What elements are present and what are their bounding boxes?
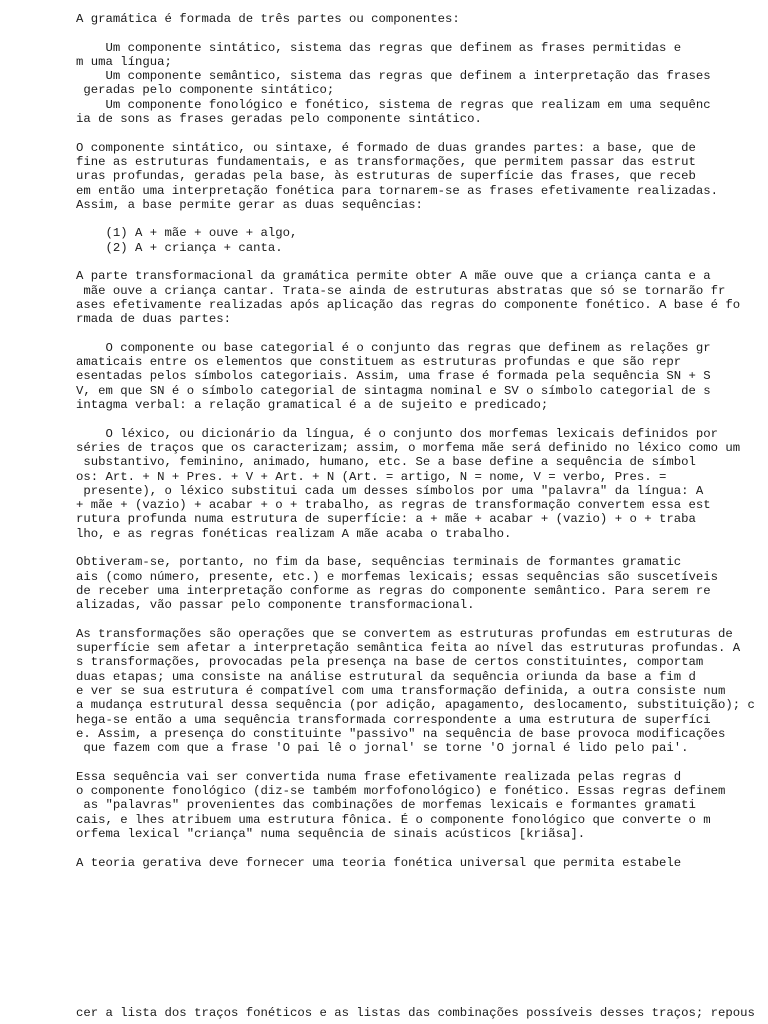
text-line: O componente ou base categorial é o conjunto das regras que definem as relações gr bbox=[76, 340, 711, 355]
text-line: alizadas, vão passar pelo componente transformacional. bbox=[76, 598, 475, 613]
text-line: geradas pelo componente sintático; bbox=[76, 83, 335, 98]
text-line: que fazem com que a frase 'O pai lê o jornal' se torne 'O jornal é lido pelo pai'. bbox=[76, 741, 689, 756]
text-line: o componente fonológico (diz-se também morfofonológico) e fonético. Essas regras definem bbox=[76, 784, 726, 799]
text-line: e ver se sua estrutura é compatível com uma transformação definida, a outra consiste num bbox=[76, 683, 726, 698]
text-line: substantivo, feminino, animado, humano, etc. Se a base define a sequência de símbol bbox=[76, 455, 696, 470]
blank-line bbox=[76, 327, 766, 341]
text-line: superfície sem afetar a interpretação semântica feita ao nível das estruturas profundas. A bbox=[76, 641, 741, 656]
text-line: s transformações, provocadas pela presença na base de certos constituintes, comportam bbox=[76, 655, 704, 670]
text-line: amaticais entre os elementos que constituem as estruturas profundas e que são repr bbox=[76, 355, 682, 370]
text-line: orfema lexical "criança" numa sequência de sinais acústicos [kriãsa]. bbox=[76, 826, 586, 841]
text-line: Obtiveram-se, portanto, no fim da base, sequências terminais de formantes gramatic bbox=[76, 555, 682, 570]
text-line: ais (como número, presente, etc.) e morfemas lexicais; essas sequências são suscetíveis bbox=[76, 569, 719, 584]
text-line: rutura profunda numa estrutura de superfície: a + mãe + acabar + (vazio) + o + traba bbox=[76, 512, 696, 527]
text-line: as "palavras" provenientes das combinações de morfemas lexicais e formantes gramati bbox=[76, 798, 696, 813]
text-line: Essa sequência vai ser convertida numa frase efetivamente realizada pelas regras d bbox=[76, 769, 682, 784]
text-line: os: Art. + N + Pres. + V + Art. + N (Art. = artigo, N = nome, V = verbo, Pres. = bbox=[76, 469, 667, 484]
text-line: (2) A + criança + canta. bbox=[76, 240, 283, 255]
text-line: V, em que SN é o símbolo categorial de sintagma nominal e SV o símbolo categorial de s bbox=[76, 383, 711, 398]
blank-line bbox=[76, 126, 766, 140]
text-line: ases efetivamente realizadas após aplicação das regras do componente fonético. A base é fo bbox=[76, 297, 741, 312]
document-body bbox=[76, 12, 766, 870]
blank-line bbox=[76, 412, 766, 426]
blank-line bbox=[76, 26, 766, 40]
text-line: + mãe + (vazio) + acabar + o + trabalho, as regras de transformação convertem essa est bbox=[76, 498, 711, 513]
text-line: mãe ouve a criança cantar. Trata-se ainda de estruturas abstratas que só se tornarão fr bbox=[76, 283, 726, 298]
text-line: O componente sintático, ou sintaxe, é formado de duas grandes partes: a base, que de bbox=[76, 140, 696, 155]
blank-line bbox=[76, 255, 766, 269]
text-line: intagma verbal: a relação gramatical é a de sujeito e predicado; bbox=[76, 398, 549, 413]
text-line: A teoria gerativa deve fornecer uma teoria fonética universal que permita estabele bbox=[76, 855, 682, 870]
text-line: fine as estruturas fundamentais, e as transformações, que permitem passar das estrut bbox=[76, 154, 696, 169]
text-line: esentadas pelos símbolos categoriais. Assim, uma frase é formada pela sequência SN + S bbox=[76, 369, 711, 384]
blank-line bbox=[76, 541, 766, 555]
text-line: em então uma interpretação fonética para tornarem-se as frases efetivamente realizadas. bbox=[76, 183, 719, 198]
text-line: rmada de duas partes: bbox=[76, 312, 231, 327]
page-tail-line: cer a lista dos traços fonéticos e as listas das combinações possíveis desses traços; repous bbox=[76, 1006, 755, 1020]
text-line: hega-se então a uma sequência transformada correspondente a uma estrutura de superfíci bbox=[76, 712, 711, 727]
text-line: uras profundas, geradas pela base, às estruturas de superfície das frases, que receb bbox=[76, 169, 696, 184]
text-line: lho, e as regras fonéticas realizam A mãe acaba o trabalho. bbox=[76, 526, 512, 541]
blank-line bbox=[76, 212, 766, 226]
text-line: duas etapas; uma consiste na análise estrutural da sequência oriunda da base a fim d bbox=[76, 669, 696, 684]
text-line: ia de sons as frases geradas pelo componente sintático. bbox=[76, 112, 482, 127]
text-line: O léxico, ou dicionário da língua, é o conjunto dos morfemas lexicais definidos por bbox=[76, 426, 719, 441]
text-line: e. Assim, a presença do constituinte "passivo" na sequência de base provoca modificações bbox=[76, 726, 726, 741]
text-line: presente), o léxico substitui cada um desses símbolos por uma "palavra" da língua: A bbox=[76, 483, 704, 498]
blank-line bbox=[76, 841, 766, 855]
text-line: a mudança estrutural dessa sequência (por adição, apagamento, deslocamento, substituição); c bbox=[76, 698, 755, 713]
blank-line bbox=[76, 612, 766, 626]
text-line: Um componente sintático, sistema das regras que definem as frases permitidas e bbox=[76, 40, 682, 55]
text-line: Um componente semântico, sistema das regras que definem a interpretação das frases bbox=[76, 69, 711, 84]
text-line: As transformações são operações que se convertem as estruturas profundas em estruturas de bbox=[76, 626, 733, 641]
blank-line bbox=[76, 755, 766, 769]
text-line: Assim, a base permite gerar as duas sequências: bbox=[76, 197, 423, 212]
text-line: séries de traços que os caracterizam; assim, o morfema mãe será definido no léxico como um bbox=[76, 440, 741, 455]
text-line: A parte transformacional da gramática permite obter A mãe ouve que a criança canta e a bbox=[76, 269, 711, 284]
text-line: A gramática é formada de três partes ou componentes: bbox=[76, 12, 460, 26]
text-line: m uma língua; bbox=[76, 54, 172, 69]
text-line: de receber uma interpretação conforme as regras do componente semântico. Para serem re bbox=[76, 583, 711, 598]
text-line: cais, e lhes atribuem uma estrutura fônica. É o componente fonológico que converte o m bbox=[76, 812, 711, 827]
text-line: (1) A + mãe + ouve + algo, bbox=[76, 226, 298, 241]
text-line: Um componente fonológico e fonético, sistema de regras que realizam em uma sequênc bbox=[76, 97, 711, 112]
